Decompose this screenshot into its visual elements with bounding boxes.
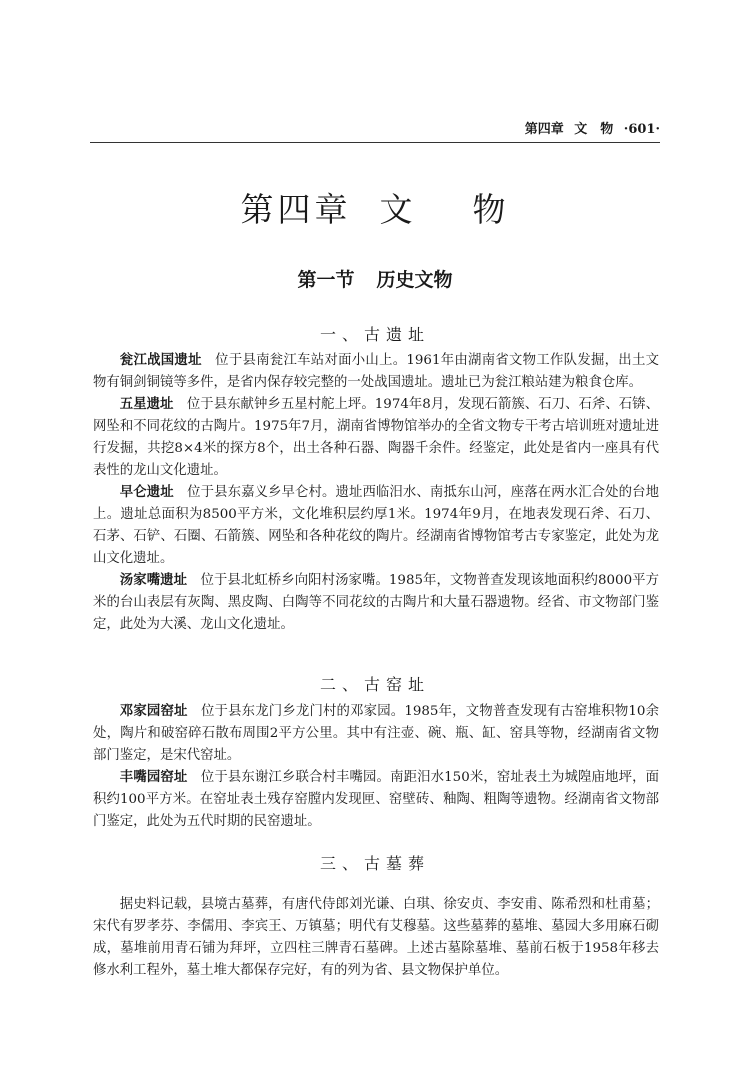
paragraph: 据史料记载，县境古墓葬，有唐代侍郎刘光谦、白琪、徐安贞、李安甫、陈希烈和杜甫墓；宋代有罗孝芬、李儒用、李宾王、万镇墓；明代有艾穆墓。这些墓葬的墓堆、墓园大多用麻石砌成，墓堆前用青石铺为拜坪，立四柱三牌青石墓碑。上述古墓除墓堆、墓前石板于1958年移去修水利工程外，墓土堆大都保存完好，有的列为省、县文物保护单位。	[93, 897, 659, 978]
entry	[93, 701, 659, 767]
entry-name: 瓮江战国遗址	[119, 353, 202, 368]
entry-name: 汤家嘴遗址	[119, 573, 188, 588]
header-topic: 文 物	[574, 122, 614, 137]
subsection-heading: 三、古墓葬	[319, 854, 430, 873]
subsection-body	[93, 894, 659, 982]
chapter-word-1: 文	[379, 190, 417, 229]
subsection-body	[93, 701, 659, 833]
entry-text: 位于县东谢江乡联合村丰嘴园。南距汨水150米，窑址表土为城隍庙地坪，面积约100平方米。在窑址表土残存窑膛内发现匣、窑壁砖、釉陶、粗陶等遗物。经湖南省文物部门鉴定，此处为五代时期的民窑遗址。	[93, 770, 660, 829]
page-number: ·601·	[623, 122, 660, 137]
entry-text: 位于县东献钟乡五星村舵上坪。1974年8月，发现石箭簇、石刀、石斧、石锛、网坠和不同花纹的古陶片。1975年7月，湖南省博物馆举办的全省文物专干考古培训班对遗址进行发掘，共挖8×4米的探方8个，出土各种石器、陶器千余件。经鉴定，此处是省内一座具有代表性的龙山文化遗址。	[93, 397, 659, 478]
entry	[93, 350, 659, 394]
entry	[93, 767, 659, 833]
chapter-word-2: 物	[472, 190, 510, 229]
section-name: 历史文物	[376, 269, 453, 291]
section-title	[0, 265, 750, 292]
entry-name: 丰嘴园窑址	[119, 770, 188, 785]
entry-text: 位于县北虹桥乡向阳村汤家嘴。1985年，文物普查发现该地面积约8000平方米的台山表层有灰陶、黑皮陶、白陶等不同花纹的古陶片和大量石器遗物。经省、市文物部门鉴定，此处为大溪、龙山文化遗址。	[93, 573, 660, 632]
entry-text: 位于县东嘉义乡早仑村。遗址西临汨水、南抵东山河，座落在两水汇合处的台地上。遗址总面积为8500平方米，文化堆积层约厚1米。1974年9月，在地表发现石斧、石刀、石茅、石铲、石圈、石箭簇、网坠和各种花纹的陶片。经湖南省博物馆考古专家鉴定，此处为龙山文化遗址。	[93, 485, 660, 566]
entry-name: 五星遗址	[119, 397, 174, 412]
chapter-title	[0, 184, 750, 231]
header-chapter: 第四章	[524, 122, 564, 137]
entry-name: 早仑遗址	[119, 485, 174, 500]
entry-name: 邓家园窑址	[119, 704, 188, 719]
subsection-heading: 一、古遗址	[319, 325, 430, 344]
entry-text: 位于县南瓮江车站对面小山上。1961年由湖南省文物工作队发掘，出土文物有铜剑铜镜等多件，是省内保存较完整的一处战国遗址。遗址已为瓮江粮站建为粮食仓库。	[93, 353, 660, 390]
entry	[93, 570, 659, 636]
section-number: 第一节	[297, 269, 355, 291]
subsection-heading: 二、古窑址	[319, 675, 430, 694]
entry	[93, 394, 659, 482]
entry	[93, 482, 659, 570]
entry-text: 位于县东龙门乡龙门村的邓家园。1985年，文物普查发现有古窑堆积物10余处，陶片和破窑碎石散布周围2平方公里。其中有注壶、碗、瓶、缸、窑具等物，经湖南省文物部门鉴定，是宋代窑址。	[93, 704, 659, 763]
running-header	[90, 118, 660, 143]
subsection-body	[93, 350, 659, 636]
chapter-number: 第四章	[240, 190, 352, 229]
